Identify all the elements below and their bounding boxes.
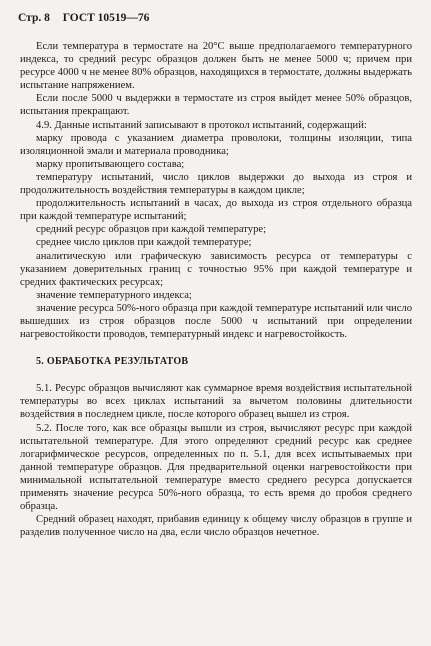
page-number: Стр. 8 xyxy=(18,12,50,24)
paragraph: Средний образец находят, прибавив единицу к общему числу образцов в группе и разделив полученное число на два, если число образцов нечетное. xyxy=(20,514,412,539)
list-item: продолжительность испытаний в часах, до выхода из строя отдельного образца при каждой температуре испытаний; xyxy=(20,198,412,223)
clause-4-9: 4.9. Данные испытаний записывают в протокол испытаний, содержащий: xyxy=(36,119,367,131)
section-title: 5. ОБРАБОТКА РЕЗУЛЬТАТОВ xyxy=(36,356,189,368)
list-item: температуру испытаний, число циклов выдержки до выхода из строя и продолжительность воздействия температуры в каждом цикле; xyxy=(20,171,412,197)
page-header xyxy=(18,12,159,24)
clause-5-1: 5.1. Ресурс образцов вычисляют как суммарное время воздействия испытательной температуры во всех циклах испытаний за вычетом половины длительности воздействия в последнем цикле, после которого образец вышел из строя. xyxy=(20,383,412,421)
list-item: аналитическую или графическую зависимость ресурса от температуры с указанием доверительных границ с точностью 95% при каждой температуре и средних фактических ресурсах; xyxy=(20,250,412,288)
list-item: значение ресурса 50%-ного образца при каждой температуре испытаний или число вышедших из строя образцов после 5000 ч испытаний при определении нагревостойкости проводов, температурный индекс и нагревостойкость. xyxy=(20,302,412,341)
list-item: средний ресурс образцов при каждой температуре; xyxy=(36,224,267,236)
standard-code: ГОСТ 10519—76 xyxy=(62,12,150,24)
list-item: марку пропитывающего состава; xyxy=(36,158,185,170)
clause-5-2: 5.2. После того, как все образцы вышли из строя, вычисляют ресурс при каждой испытательной температуре. Для этого определяют средний ресурс как среднее логарифмическое ресурсов, определенных по п. 5.1, для всех испытываемых при данной температуре образцов. Для предварительной оценки нагревостойкости при минимальной испытательной температуре вместо среднего ресурса допускается применять значение ресурса 50%-ного образца, то есть время до пробоя среднего образца. xyxy=(20,422,412,513)
document-body xyxy=(20,40,412,539)
paragraph: Если после 5000 ч выдержки в термостате из строя выйдет менее 50% образцов, испытания прекращают. xyxy=(20,93,412,118)
list-item: значение температурного индекса; xyxy=(36,289,192,301)
list-item: марку провода с указанием диаметра проволоки, толщины изоляции, типа изоляционной эмали и материала проводника; xyxy=(20,132,412,157)
paragraph: Если температура в термостате на 20°С выше предполагаемого температурного индекса, то средний ресурс образцов должен быть не менее 5000 ч; причем при ресурсе 4000 ч не менее 80% образцов, находящихся в термостате, должны выдержать испытание напряжением. xyxy=(20,41,412,92)
list-item: среднее число циклов при каждой температуре; xyxy=(36,237,252,249)
